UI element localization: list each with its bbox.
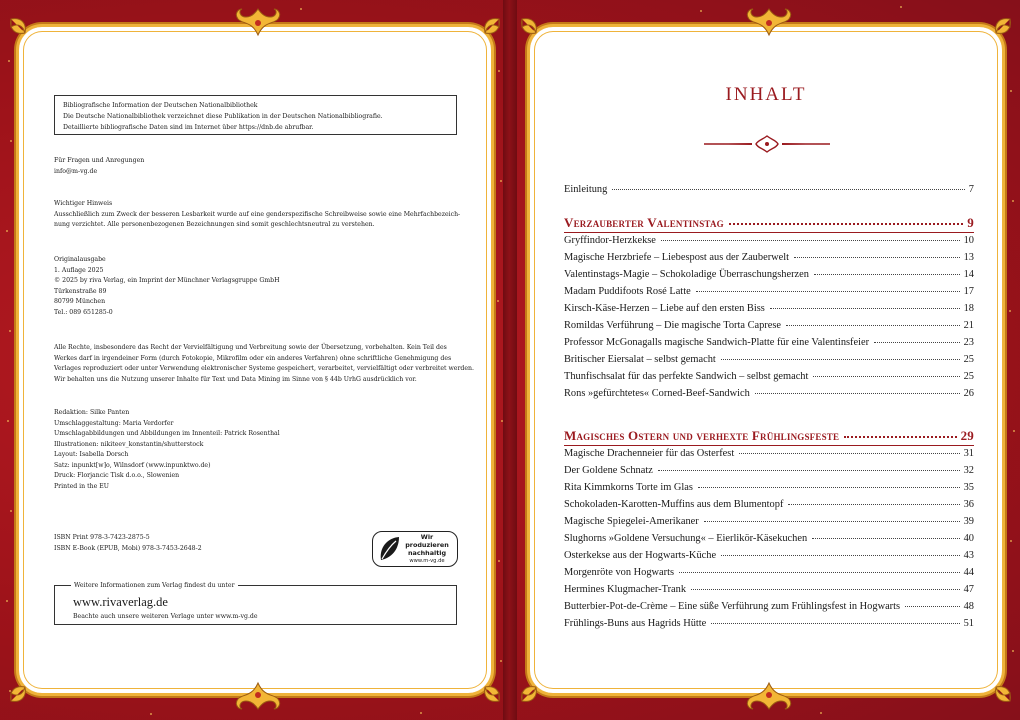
sparkle-dot — [1012, 650, 1014, 652]
sparkle-dot — [10, 140, 12, 142]
notice-text: nung verzichtet. Alle personenbezogenen Bezeichnungen sind somit geschlechtsneutral zu verstehen. — [54, 221, 375, 228]
toc-dot-leader — [704, 521, 960, 522]
toc-entry[interactable] — [564, 269, 974, 280]
bottom-ornament-icon — [739, 673, 799, 713]
toc-entry-title: Valentinstags-Magie – Schokoladige Überraschungsherzen — [564, 269, 809, 280]
toc-dot-leader — [813, 376, 959, 377]
edition-line: 1. Auflage 2025 — [54, 266, 104, 274]
sparkle-dot — [1010, 540, 1012, 542]
toc-entry-title: Osterkekse aus der Hogwarts-Küche — [564, 550, 717, 561]
toc-title: INHALT — [725, 84, 807, 105]
toc-dot-leader — [786, 325, 960, 326]
credit-line: Umschlaggestaltung: Maria Verdorfer — [54, 419, 174, 427]
toc-dot-leader — [788, 504, 959, 505]
credit-line: Redaktion: Silke Panten — [54, 409, 130, 416]
corner-ornament-icon — [516, 667, 556, 707]
toc-page-number: 17 — [963, 286, 974, 297]
sparkle-dot — [1010, 90, 1012, 92]
toc-dot-leader — [721, 555, 960, 556]
book-gutter — [503, 0, 517, 720]
sparkle-dot — [1012, 200, 1014, 202]
toc-entry-title: Madam Puddifoots Rosé Latte — [564, 286, 691, 297]
toc-dot-leader — [691, 589, 960, 590]
toc-page-number: 48 — [963, 601, 974, 612]
toc-entry[interactable] — [564, 303, 974, 314]
sustainability-badge — [372, 531, 458, 567]
badge-line: nachhaltig — [407, 549, 447, 557]
edition-line: Originalausgabe — [54, 256, 106, 263]
toc-dot-leader — [755, 393, 960, 394]
toc-entry[interactable] — [564, 550, 974, 561]
biblio-text: Die Deutsche Nationalbibliothek verzeichnet diese Publikation in der Deutschen Nationalbibliografie. — [63, 113, 383, 120]
toc-dot-leader — [658, 470, 960, 471]
toc-dot-leader — [905, 606, 960, 607]
toc-entry-title: Magische Drachenneier für das Osterfest — [564, 448, 735, 459]
divider-flourish-icon — [704, 134, 830, 154]
notice-block — [54, 199, 460, 231]
toc-entry-title: Magische Herzbriefe – Liebespost aus der Zauberwelt — [564, 252, 790, 263]
toc-page-number: 10 — [963, 235, 974, 246]
corner-ornament-icon — [516, 13, 556, 53]
sparkle-dot — [6, 230, 8, 232]
sparkle-dot — [420, 712, 422, 714]
toc-entry-title: Magische Spiegelei-Amerikaner — [564, 516, 699, 527]
toc-page-number: 39 — [963, 516, 974, 527]
section-rule — [564, 445, 974, 446]
toc-entry-title: Slughorns »Goldene Versuchung« – Eierlikör-Käsekuchen — [564, 533, 808, 544]
toc-entry[interactable] — [564, 320, 974, 331]
sparkle-dot — [10, 510, 12, 512]
sparkle-dot — [300, 8, 302, 10]
toc-entry[interactable] — [564, 448, 974, 459]
sparkle-dot — [7, 420, 9, 422]
toc-entry-title: Thunfischsalat für das perfekte Sandwich – selbst gemacht — [564, 371, 809, 382]
edition-line: Tel.: 089 651285-0 — [54, 308, 113, 316]
corner-ornament-icon — [5, 13, 45, 53]
isbn-ebook: ISBN E-Book (EPUB, Mobi) 978-3-7453-2648-2 — [54, 544, 202, 552]
toc-entry-title: Frühlings-Buns aus Hagrids Hütte — [564, 618, 707, 629]
toc-entry-title: Rita Kimmkorns Torte im Glas — [564, 482, 693, 493]
toc-entry[interactable] — [564, 618, 974, 629]
toc-dot-leader — [721, 359, 960, 360]
toc-dot-leader — [874, 342, 960, 343]
toc-dot-leader — [739, 453, 959, 454]
toc-entry-title: Rons »gefürchtetes« Corned-Beef-Sandwich — [564, 388, 750, 399]
toc-entry-title: Der Goldene Schnatz — [564, 465, 653, 476]
toc-entry[interactable] — [564, 286, 974, 297]
toc-page-number: 32 — [963, 465, 974, 476]
publisher-url[interactable]: www.rivaverlag.de — [73, 595, 168, 609]
bibliographic-info-box — [54, 95, 457, 135]
toc-entry-title: Butterbier-Pot-de-Crème – Eine süße Verführung zum Frühlingsfest in Hogwarts — [564, 601, 901, 612]
isbn-print: ISBN Print 978-3-7423-2875-5 — [54, 534, 150, 541]
sparkle-dot — [6, 600, 8, 602]
toc-entry[interactable] — [564, 482, 974, 493]
toc-page-number: 47 — [963, 584, 974, 595]
credit-line: Druck: Florjancic Tisk d.o.o., Slowenien — [54, 472, 180, 479]
publisher-info-box — [54, 582, 457, 625]
bottom-ornament-icon — [228, 673, 288, 713]
toc-page-number: 23 — [963, 337, 974, 348]
sparkle-dot — [497, 300, 499, 302]
toc-entry-title: Einleitung — [564, 184, 608, 195]
sparkle-dot — [501, 420, 503, 422]
badge-line: Wir produzieren — [405, 533, 449, 549]
toc-page-number: 9 — [967, 215, 974, 230]
toc-page-number: 40 — [963, 533, 974, 544]
leaf-icon — [377, 534, 401, 564]
toc-section-heading[interactable] — [564, 215, 974, 231]
web-box-legend: Weitere Informationen zum Verlag findest du unter — [71, 581, 238, 591]
toc-page-number: 44 — [963, 567, 974, 578]
credit-line: Printed in the EU — [54, 482, 109, 490]
toc-dot-leader — [711, 623, 959, 624]
toc-page-number: 18 — [963, 303, 974, 314]
toc-entry-title: Kirsch-Käse-Herzen – Liebe auf den ersten Biss — [564, 303, 765, 314]
toc-dot-leader — [612, 189, 965, 190]
sparkle-dot — [700, 10, 702, 12]
corner-ornament-icon — [5, 667, 45, 707]
toc-dot-leader — [770, 308, 960, 309]
more-publishers-text: Beachte auch unsere weiteren Verlage unter www.m-vg.de — [73, 613, 258, 620]
toc-entry[interactable] — [564, 388, 974, 399]
toc-page-number: 31 — [963, 448, 974, 459]
credit-line: Umschlagabbildungen und Abbildungen im Innenteil: Patrick Rosenthal — [54, 430, 280, 437]
rights-line: Werkes darf in irgendeiner Form (durch Fotokopie, Mikrofilm oder ein anderes Verfahren) ohne schriftliche Genehmigung des — [54, 354, 452, 362]
sparkle-dot — [498, 70, 500, 72]
toc-entry[interactable] — [564, 371, 974, 382]
contact-block — [54, 156, 144, 177]
toc-entry[interactable] — [564, 601, 974, 612]
toc-entry-title: Verzauberter Valentinstag — [564, 215, 724, 230]
toc-page-number: 29 — [960, 428, 974, 443]
sparkle-dot — [500, 180, 502, 182]
toc-entry[interactable] — [564, 235, 974, 246]
rights-line: Alle Rechte, insbesondere das Recht der Vervielfältigung und Verbreitung sowie der Übersetzung, vorbehalten. Kein Teil des — [54, 344, 447, 351]
toc-dot-leader — [814, 274, 960, 275]
toc-entry[interactable] — [564, 567, 974, 578]
toc-entry-title: Morgenröte von Hogwarts — [564, 567, 675, 578]
sparkle-dot — [8, 60, 10, 62]
badge-url: www.m-vg.de — [409, 558, 445, 564]
edition-block — [54, 255, 280, 318]
sparkle-dot — [9, 330, 11, 332]
corner-ornament-icon — [976, 13, 1016, 53]
toc-dot-leader — [696, 291, 960, 292]
toc-page-number: 43 — [963, 550, 974, 561]
contact-label: Für Fragen und Anregungen — [54, 157, 145, 164]
right-page — [527, 24, 1005, 696]
corner-ornament-icon — [465, 667, 505, 707]
sparkle-dot — [498, 560, 500, 562]
toc-entry[interactable] — [564, 337, 974, 348]
credit-line: Illustrationen: nikiteev_konstantin/shutterstock — [54, 440, 204, 448]
toc-entry[interactable] — [564, 584, 974, 595]
toc-page-number: 25 — [963, 371, 974, 382]
corner-ornament-icon — [976, 667, 1016, 707]
toc-page-number: 36 — [963, 499, 974, 510]
toc-page-number: 51 — [963, 618, 974, 629]
toc-entry-title: Hermines Klugmacher-Trank — [564, 584, 687, 595]
toc-entry[interactable] — [564, 499, 974, 510]
toc-dot-leader — [844, 436, 956, 438]
biblio-heading: Bibliografische Information der Deutschen Nationalbibliothek — [63, 102, 258, 109]
sparkle-dot — [150, 713, 152, 715]
toc-page-number: 25 — [963, 354, 974, 365]
toc-dot-leader — [794, 257, 960, 258]
rights-line: Verlages reproduziert oder unter Verwendung elektronischer Systeme gespeichert, verarbeitet, vervielfältigt oder verbreitet werden. — [54, 365, 474, 372]
section-rule — [564, 232, 974, 233]
top-ornament-icon — [739, 5, 799, 45]
toc-page-number: 21 — [963, 320, 974, 331]
sparkle-dot — [820, 712, 822, 714]
rights-line: Wir behalten uns die Nutzung unserer Inhalte für Text und Data Mining im Sinne von § 44b UrhG ausdrücklich vor. — [54, 375, 417, 383]
toc-entry-title: Schokoladen-Karotten-Muffins aus dem Blumentopf — [564, 499, 784, 510]
toc-dot-leader — [661, 240, 960, 241]
contact-email[interactable]: info@m-vg.de — [54, 167, 98, 175]
toc-dot-leader — [698, 487, 960, 488]
notice-heading: Wichtiger Hinweis — [54, 200, 113, 207]
isbn-block — [54, 533, 202, 554]
edition-line: Türkenstraße 89 — [54, 287, 107, 295]
toc-entry-title: Magisches Ostern und verhexte Frühlingsfeste — [564, 428, 840, 443]
biblio-text: Detaillierte bibliografische Daten sind im Internet über https://dnb.de abrufbar. — [63, 124, 314, 131]
toc-page-number: 35 — [963, 482, 974, 493]
toc-entry[interactable] — [564, 252, 974, 263]
toc-entry-title: Professor McGonagalls magische Sandwich-Platte für eine Valentinsfeier — [564, 337, 870, 348]
edition-line: © 2025 by riva Verlag, ein Imprint der Münchner Verlagsgruppe GmbH — [54, 277, 280, 284]
toc-page-number: 26 — [963, 388, 974, 399]
top-ornament-icon — [228, 5, 288, 45]
toc-section-heading[interactable] — [564, 428, 974, 444]
credit-line: Layout: Isabella Dorsch — [54, 451, 129, 458]
toc-entry-title: Britischer Eiersalat – selbst gemacht — [564, 354, 716, 365]
sparkle-dot — [900, 6, 902, 8]
sparkle-dot — [1009, 310, 1011, 312]
sparkle-dot — [500, 660, 502, 662]
toc-dot-leader — [812, 538, 959, 539]
toc-entry[interactable] — [564, 465, 974, 476]
credit-line: Satz: inpunkt[w]o, Wilnsdorf (www.inpunktwo.de) — [54, 461, 211, 469]
rights-block — [54, 343, 474, 385]
toc-entry-title: Gryffindor-Herzkekse — [564, 235, 656, 246]
toc-page-number: 7 — [968, 184, 974, 195]
credits-block — [54, 408, 280, 492]
toc-dot-leader — [679, 572, 960, 573]
toc-entry[interactable] — [564, 533, 974, 544]
toc-entry[interactable] — [564, 184, 974, 195]
toc-entry[interactable] — [564, 354, 974, 365]
corner-ornament-icon — [465, 13, 505, 53]
toc-page-number: 14 — [963, 269, 974, 280]
toc-entry-title: Romildas Verführung – Die magische Torta Caprese — [564, 320, 782, 331]
edition-line: 80799 München — [54, 298, 106, 305]
toc-entry[interactable] — [564, 516, 974, 527]
toc-dot-leader — [729, 223, 963, 225]
notice-text: Ausschließlich zum Zweck der besseren Lesbarkeit wurde auf eine genderspezifische Schreibweise sowie eine Mehrfachbezeich- — [54, 210, 461, 218]
toc-page-number: 13 — [963, 252, 974, 263]
sparkle-dot — [1013, 430, 1015, 432]
